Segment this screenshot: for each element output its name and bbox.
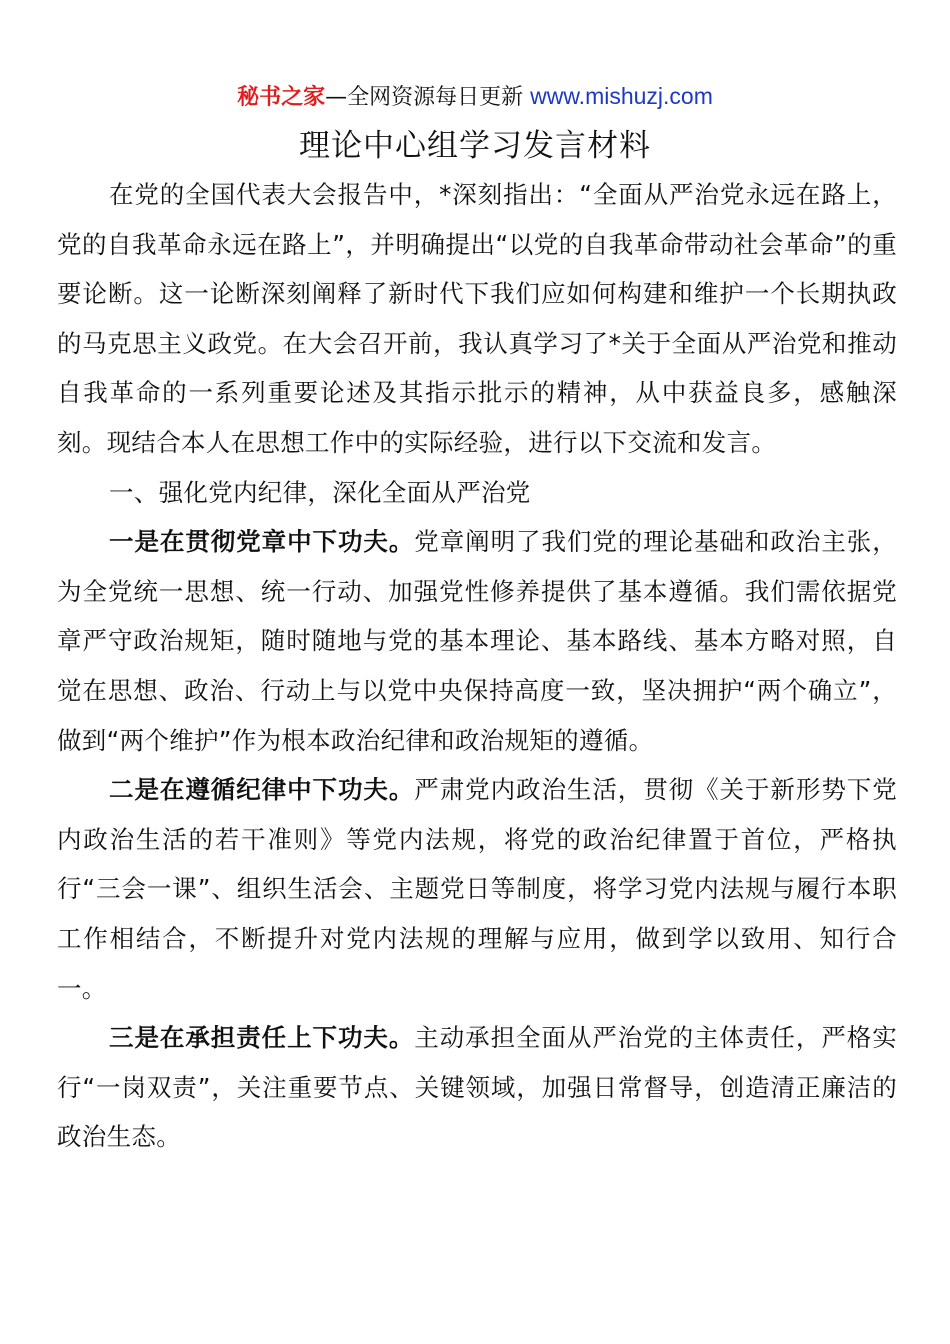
site-brand: 秘书之家 (237, 85, 326, 110)
site-slogan: —全网资源每日更新 (325, 85, 531, 110)
point-paragraph-2 (57, 765, 897, 1013)
site-url-link[interactable]: www.mishuzj.com (530, 83, 713, 109)
point-paragraph-3 (57, 1013, 897, 1162)
point-text-3: 主动承担全面从严治党的主体责任，严格实行“一岗双责”，关注重要节点、关键领域，加强日常督导，创造清正廉洁的政治生态。 (57, 1023, 897, 1152)
point-lead-1: 一是在贯彻党章中下功夫。 (109, 527, 415, 557)
site-header (0, 80, 950, 114)
point-paragraph-1 (57, 517, 897, 765)
point-text-1: 党章阐明了我们党的理论基础和政治主张，为全党统一思想、统一行动、加强党性修养提供了基本遵循。我们需依据党章严守政治规矩，随时随地与党的基本理论、基本路线、基本方略对照，自觉在思想、政治、行动上与以党中央保持高度一致，坚决拥护“两个确立”，做到“两个维护”作为根本政治纪律和政治规矩的遵循。 (57, 527, 897, 755)
point-lead-2: 二是在遵循纪律中下功夫。 (109, 775, 415, 805)
point-text-2: 严肃党内政治生活，贯彻《关于新形势下党内政治生活的若干准则》等党内法规，将党的政治纪律置于首位，严格执行“三会一课”、组织生活会、主题党日等制度，将学习党内法规与履行本职工作相结合，不断提升对党内法规的理解与应用，做到学以致用、知行合一。 (57, 775, 897, 1003)
point-lead-3: 三是在承担责任上下功夫。 (109, 1023, 415, 1053)
document-title: 理论中心组学习发言材料 (299, 128, 651, 164)
section-heading: 一、强化党内纪律，深化全面从严治党 (109, 477, 531, 507)
document-body (57, 170, 897, 1162)
intro-paragraph: 在党的全国代表大会报告中，*深刻指出：“全面从严治党永远在路上，党的自我革命永远在路上”，并明确提出“以党的自我革命带动社会革命”的重要论断。这一论断深刻阐释了新时代下我们应如何构建和维护一个长期执政的马克思主义政党。在大会召开前，我认真学习了*关于全面从严治党和推动自我革命的一系列重要论述及其指示批示的精神，从中获益良多，感触深刻。现结合本人在思想工作中的实际经验，进行以下交流和发言。 (57, 180, 897, 457)
